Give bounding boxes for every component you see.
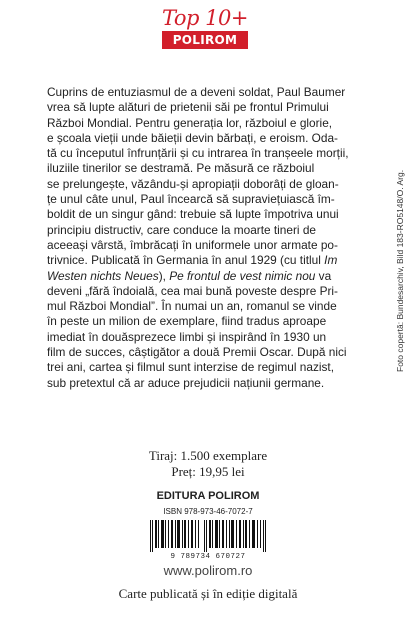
publisher-name: EDITURA POLIROM xyxy=(156,490,260,502)
blurb-line: aceeași vârstă, îmbrăcați în uniformele unor armate po- xyxy=(47,237,338,252)
digital-edition-note: Carte publicată și în ediție digitală xyxy=(118,586,298,601)
blurb-line: trei ani, cartea și filmul sunt interzise de regimul nazist, xyxy=(47,360,334,375)
blurb-line: imediat în douăsprezece limbi și inspirând în 1930 un xyxy=(47,329,327,344)
blurb-line: tă cu începutul înfrunțării și cu intrarea în tranșeele morții, xyxy=(47,146,349,161)
blurb-line: mul Război Mondial”. În numai un an, romanul se vinde xyxy=(47,299,337,314)
blurb-line: Cuprins de entuziasmul de a deveni soldat, Paul Baumer xyxy=(47,85,346,99)
blurb-line: trivnice. Publicată în Germania în anul 1929 (cu titlul Im xyxy=(47,253,338,268)
photo-credit: Foto copertă: Bundesarchiv, Bild 183-RO5148/O. Arg. xyxy=(395,169,405,372)
publisher-badge: POLIROM xyxy=(162,31,248,49)
price: Preț: 19,95 lei xyxy=(171,464,245,479)
blurb-line: Război Mondial. Pentru generația lor, războiul e glorie, xyxy=(47,115,333,130)
blurb-line: principiu distructiv, care conduce la moarte tineri de xyxy=(47,222,317,237)
series-logo: Top 10+ xyxy=(162,6,248,30)
blurb-line: sub pretextul că ar aduce prejudicii națiunii germane. xyxy=(47,375,325,390)
blurb-line: boldit de un singur gând: trebuie să lupte împotriva unui xyxy=(47,207,339,222)
barcode-icon xyxy=(148,520,268,552)
blurb-line: film de succes, câștigător a două Premii Oscar. După nici xyxy=(47,345,347,360)
blurb-line: țe unul câte unul, Paul încearcă să supraviețuiască îm- xyxy=(47,192,335,207)
blurb-line: se prelungește, văzându-și apropiații doborâți de gloan- xyxy=(47,176,339,191)
isbn: ISBN 978-973-46-7072-7 xyxy=(163,507,253,516)
blurb-line: deveni „fără îndoială, cea mai bună poveste despre Pri- xyxy=(47,283,338,298)
barcode-number: 9 789734 670727 xyxy=(170,553,246,561)
blurb-line: în peste un milion de exemplare, fiind tradus aproape xyxy=(47,314,327,329)
blurb-line: vrea să lupte alături de prietenii săi pe frontul Primului xyxy=(47,100,329,115)
book-blurb xyxy=(47,85,369,391)
blurb-line: iluziile tinerilor se destramă. Pe măsură ce războiul xyxy=(47,161,315,176)
print-run: Tiraj: 1.500 exemplare xyxy=(148,448,268,463)
blurb-line: e școala vieții unde băieții devin bărbați, e eroism. Oda- xyxy=(47,130,338,145)
website-link: www.polirom.ro xyxy=(163,563,253,578)
blurb-line: Westen nichts Neues), Pe frontul de vest nimic nou va xyxy=(47,268,332,283)
